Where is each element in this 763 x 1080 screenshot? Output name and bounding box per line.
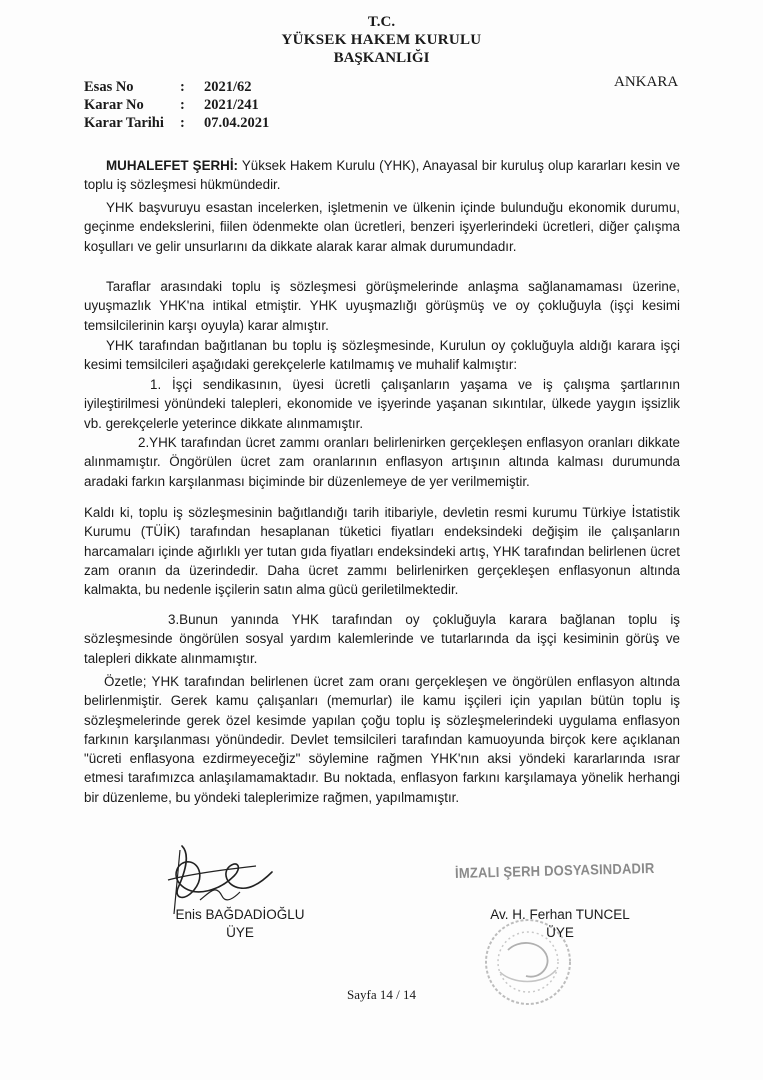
paragraph-7: Kaldı ki, toplu iş sözleşmesinin bağıtlandığı tarih itibariyle, devletin resmi kurumu Türkiye İstatistik Kurumu (TÜİK) tarafından hesaplanan tüketici fiyatları endeksindeki değişim ile çalışanların harcamaları içinde ağırlıklı yer tutan gıda fiyatları endeksindeki artış, YHK tarafından belirlenen ücret zam oranın da üzerindedir. Daha ücret zammı belirlenirken gerçekleşen enflasyonun altında kalmakta, bu nedenle işçilerin satın alma gücü geriletilmektedir. [84,505,680,598]
paragraph-1 [84,156,680,195]
header-tc: T.C. [367,14,396,30]
case-info [84,78,269,132]
left-signatory-title: ÜYE [226,925,254,940]
left-signatory-name: Enis BAĞDADİOĞLU [175,907,305,922]
paragraph-6: 2.YHK tarafından ücret zammı oranları belirlenirken gerçekleşen enflasyon oranları dikkate alınmamıştır. Öngörülen ücret zam oranlarının enflasyon artışının altında kalması durumunda aradaki farkın karşılanması biçiminde bir düzenlemeye de yer verilmemiştir. [84,435,680,489]
signed-statement-stamp: İMZALI ŞERH DOSYASINDADIR [454,859,655,882]
page-number: Sayfa 14 / 14 [347,987,416,1002]
karar-value: 2021/241 [204,97,259,113]
esas-value: 2021/62 [204,79,252,95]
esas-row [84,78,269,96]
tarih-value: 07.04.2021 [204,115,270,131]
colon: : [180,79,185,95]
right-signatory-title: ÜYE [546,925,574,940]
paragraph-4: YHK tarafından bağıtlanan bu toplu iş sözleşmesinde, Kurulun oy çokluğuyla aldığı karara işçi kesimi temsilcileri aşağıdaki gerekçelerle katılmamış ve muhalif kalmıştır: [84,338,680,373]
colon: : [180,115,185,131]
karar-label: Karar No [84,97,144,113]
tarih-label: Karar Tarihi [84,115,164,131]
tarih-row [84,114,269,132]
karar-row [84,96,269,114]
paragraph-9: Özetle; YHK tarafından belirlenen ücret zam oranı gerçekleşen ve öngörülen enflasyon altında belirlenmiştir. Gerek kamu çalışanları (memurlar) ile kamu işçileri için yapılan bütün toplu iş sözleşmelerinde gerek özel kesimde yapılan çoğu toplu iş sözleşmelerindeki uygulama enflasyon farkının karşılanması yönündedir. Devlet temsilcileri tarafından kamuoyunda birçok kere açıklanan "ücreti enflasyona ezdirmeyeceğiz" söylemine rağmen YHK'nın aksi yöndeki kararlarında ısrar etmesi tarafımızca anlaşılamamaktadır. Bu noktada, enflasyon farkını karşılamaya yönelik herhangi bir düzenleme, bu yöndeki taleplerimize rağmen, yapılmamıştır. [84,674,680,805]
colon: : [180,97,185,113]
paragraph-8: 3.Bunun yanında YHK tarafından oy çokluğuyla karara bağlanan toplu iş sözleşmesinde öngörülen sosyal yardım kalemlerinde ve tutarlarında da işçi kesiminin görüş ve talepleri dikkate alınmamıştır. [84,612,680,666]
city-label: ANKARA [614,74,679,90]
header-institution: YÜKSEK HAKEM KURULU [281,32,482,48]
header-presidency: BAŞKANLIĞI [333,50,430,66]
right-signatory-name: Av. H. Ferhan TUNCEL [490,907,630,922]
paragraph-3: Taraflar arasındaki toplu iş sözleşmesi görüşmelerinde anlaşma sağlanamaması üzerine, uyuşmazlık YHK'na intikal etmiştir. YHK uyuşmazlığı görüşmüş ve oy çokluğuyla (işçi kesimi temsilcilerinin karşı oyuyla) karar almıştır. [84,279,680,333]
paragraph-5: 1. İşçi sendikasının, üyesi ücretli çalışanların yaşama ve iş çalışma şartlarının iyileştirilmesi yönündeki talepleri, ekonomide ve işyerinde yaşanan sıkıntılar, ülkede yaygın işsizlik vb. gerekçelerle yeterince dikkate alınmamıştır. [84,377,680,431]
paragraph-1-text: Yüksek Hakem Kurulu (YHK), Anayasal bir kuruluş olup kararları kesin ve toplu iş sözleşmesi hükmündedir. [84,158,681,193]
dissent-heading: MUHALEFET ŞERHİ: [106,158,239,173]
esas-label: Esas No [84,79,134,95]
paragraph-2: YHK başvuruyu esastan incelerken, işletmenin ve ülkenin içinde bulunduğu ekonomik durumu, geçinme endekslerini, fiilen ödenmekte olan ücretleri, benzeri işyerlerindeki ücretleri, diğer çalışma koşulları ve gelir unsurlarını da dikkate alarak karar almak durumundadır. [84,200,680,254]
